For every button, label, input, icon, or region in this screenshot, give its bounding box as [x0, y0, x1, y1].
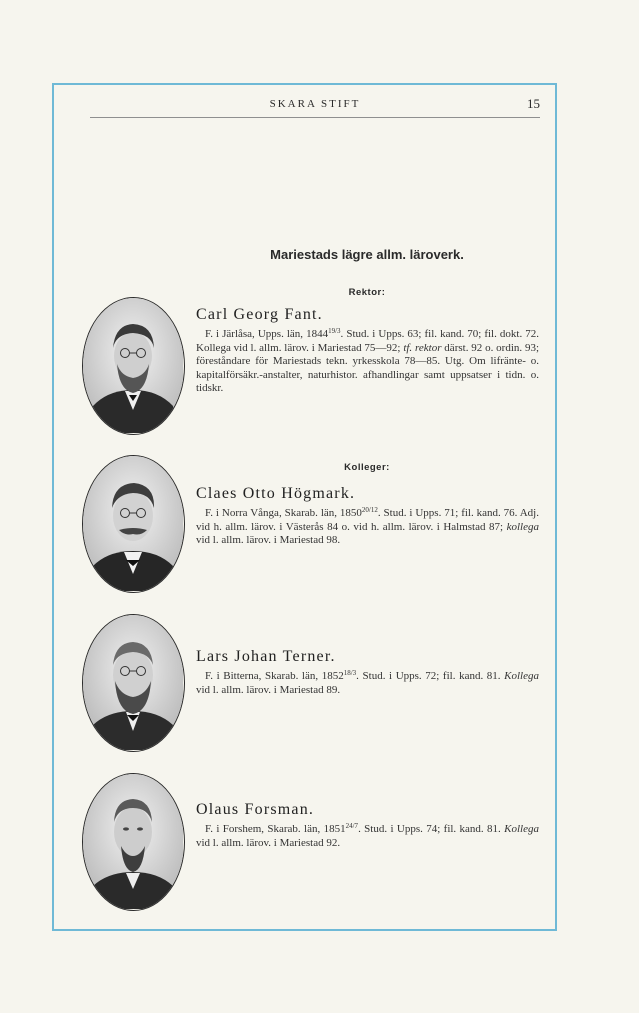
person-bio: F. i Norra Vånga, Skarab. län, $1850^{20/12}$. Stud. i Upps. 71; fil. kand. 76. Adj. vid h. allm. lärov. i Västerås 84 o. vid h. allm. lärov. i Halmstad 87; kollega vid l. allm. lärov. i Mariestad 98.: [196, 506, 539, 547]
person-entry-1: [196, 306, 539, 396]
person-name: Claes Otto Högmark.: [196, 485, 356, 502]
running-head: [90, 96, 540, 116]
person-entry-4: [196, 801, 539, 850]
person-name: Carl Georg Fant.: [196, 306, 323, 323]
person-bio: F. i Forshem, Skarab. län, $1851^{24/7}$. Stud. i Upps. 74; fil. kand. 81. Kollega vid l. allm. lärov. i Mariestad 92.: [196, 822, 539, 849]
page-number: 15: [527, 96, 540, 111]
portrait-photo-2: [82, 455, 185, 593]
person-bio: F. i Järlåsa, Upps. län, $1844^{19/3}$. Stud. i Upps. 63; fil. kand. 70; fil. dokt. 72. Kollega vid l. allm. lärov. i Mariestad 75—92; tf. rektor därst. 92 o. ordin. 93; föreståndare för Mariestads tekn. yrkesskola 78—85. Utg. Om lifränte- o. kapitalförsäkr.-anstalter, naturhistor. afhandlingar samt uppsatser i tidn. o. tidskr.: [196, 327, 540, 395]
role-heading-kolleger: Kolleger:: [344, 462, 390, 473]
person-bio: F. i Bitterna, Skarab. län, $1852^{18/3}$. Stud. i Upps. 72; fil. kand. 81. Kollega vid l. allm. lärov. i Mariestad 89.: [196, 669, 539, 696]
person-name: Olaus Forsman.: [196, 801, 315, 818]
section-title: Mariestads lägre allm. läroverk.: [270, 247, 464, 262]
role-heading-rektor: Rektor:: [348, 287, 386, 298]
running-head-title: SKARA STIFT: [269, 98, 361, 110]
person-entry-2: [196, 485, 539, 548]
portrait-photo-4: [82, 773, 185, 911]
portrait-photo-1: [82, 297, 185, 435]
running-head-rule: [90, 117, 540, 118]
person-name: Lars Johan Terner.: [196, 648, 336, 665]
portrait-photo-3: [82, 614, 185, 752]
person-entry-3: [196, 648, 539, 697]
